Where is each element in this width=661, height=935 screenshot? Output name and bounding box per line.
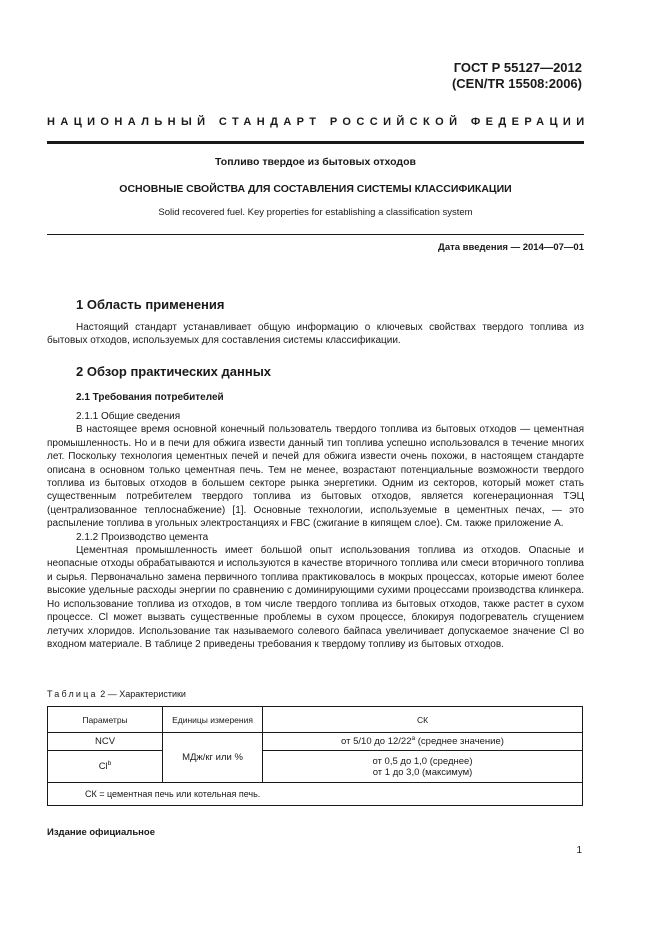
table-header-cell: Параметры [48,707,163,733]
document-subtitle: ОСНОВНЫЕ СВОЙСТВА ДЛЯ СОСТАВЛЕНИЯ СИСТЕМЫ КЛАССИФИКАЦИИ [119,183,512,195]
table-header-cell: СК [263,707,583,733]
table-cell-parameter: NCV [48,733,163,751]
document-number [452,60,582,92]
section-2-1-2-heading: 2.1.2 Производство цемента [76,531,209,543]
table-header-cell: Единицы измерения [163,707,263,733]
table-cell-value [263,751,583,783]
national-standard-heading: НАЦИОНАЛЬНЫЙ СТАНДАРТ РОССИЙСКОЙ ФЕДЕРАЦИИ [47,116,590,128]
document-title: Топливо твердое из бытовых отходов [215,156,416,168]
table-cell-units: МДж/кг или % [163,733,263,783]
table-row [48,733,583,751]
section-1-text [47,321,584,348]
section-2-1-heading: 2.1 Требования потребителей [76,392,224,403]
section-1-heading: 1 Область применения [76,297,225,312]
table-header-row [48,707,583,733]
table-cell-value [263,733,583,751]
table-caption-label: Таблица [47,689,98,699]
section-2-1-1-heading: 2.1.1 Общие сведения [76,411,181,422]
section-1-paragraph: Настоящий стандарт устанавливает общую информацию о ключевых свойствах твердого топлива из бытовых отходов, используемых для составления системы классификации. [47,322,584,347]
section-2-heading: 2 Обзор практических данных [76,364,272,379]
cen-number: (CEN/TR 15508:2006) [451,76,582,91]
characteristics-table [47,706,583,806]
title-divider [47,234,584,235]
table-cell-parameter [48,751,163,783]
header-divider [47,141,584,144]
page-number: 1 [576,845,582,856]
value-line: от 0,5 до 1,0 (среднее) [372,755,473,767]
value-suffix: (среднее значение) [415,736,504,747]
table-row [48,751,583,783]
value-text: от 5/10 до 12/22 [341,736,412,747]
table-note: СК = цементная печь или котельная печь. [48,783,583,806]
table-note-row [48,783,583,806]
parameter-text: Cl [98,761,108,772]
table-caption [47,689,186,699]
edition-label: Издание официальное [47,827,155,838]
footnote-marker: b [107,760,112,767]
value-line: от 1 до 3,0 (максимум) [372,766,473,778]
section-2-1-1-paragraph: В настоящее время основной конечный пользователь твердого топлива из бытовых отходов — цементная промышленность. Но и в печи для обжига извести данный тип топлива успешно использовался в течение многих лет. Поскольку технология цементных печей и печей для обжига извести очень похожи, в настоящем стандарте описана в основном только цементная печь. Тем не менее, возрастают потенциальные возможности твердого топлива из бытовых отходов в большем секторе рынка энергетики. Одним из секторов, который может стать существенным потребителем твердого топлива из бытовых отходов, является когенерационная ТЭЦ (централизованное теплоснабжение) [1]. Основные технологии, используемые в цементных печах, — это распыление топлива в угольных электростанциях и FBC (сжигание в кипящем слое). См. также приложение А. [47,424,584,530]
section-2-1-2-paragraph: Цементная промышленность имеет большой опыт использования топлива из отходов. Опасные и неопасные отходы обрабатываются и используются в качестве вторичного топлива или смеси вторичного топлива и сырья. Первоначально замена первичного топлива практиковалось в мокрых процессах, которые имеют более высокие удельные расходы энергии по сравнению с доминирующими сухими процессами производства клинкера. Но использование топлива из отходов, в том числе твердого топлива из бытовых отходов, также растет в сухом процессе. Cl может вызвать существенные проблемы в сухом процессе, блокируя подогреватель сгущением летучих хлоридов. Использование так называемого солевого байпаса увеличивает допускаемое значение Cl во входном материале. В таблице 2 приведены требования к твердому топливу из бытовых отходов. [47,545,584,650]
table-caption-title: 2 — Характеристики [100,689,186,699]
gost-number: ГОСТ Р 55127—2012 [453,60,582,75]
intro-date: Дата введения — 2014—07—01 [438,242,584,253]
section-2-1-body [47,410,584,651]
footnote-marker: a [411,735,416,742]
english-title: Solid recovered fuel. Key properties for establishing a classification system [158,207,473,218]
